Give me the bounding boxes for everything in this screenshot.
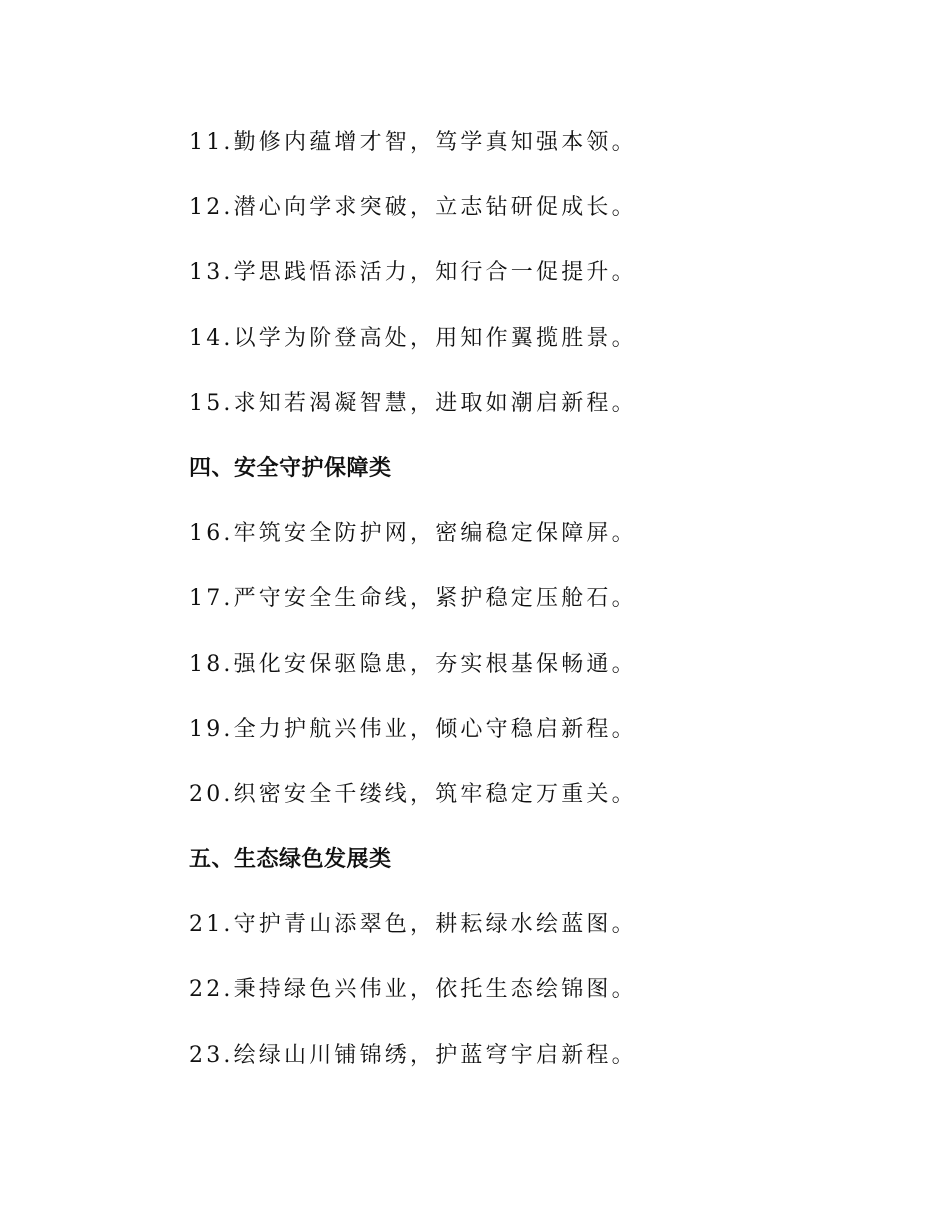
slogan-17: 17.严守安全生命线，紧护稳定压舱石。 [189,586,637,612]
document-body [189,120,889,1098]
slogan-23: 23.绘绿山川铺锦绣，护蓝穹宇启新程。 [189,1042,637,1068]
slogan-20: 20.织密安全千缕线，筑牢稳定万重关。 [189,781,637,807]
slogan-16: 16.牢筑安全防护网，密编稳定保障屏。 [189,521,637,547]
slogan-22: 22.秉持绿色兴伟业，依托生态绘锦图。 [189,977,637,1003]
slogan-11: 11.勤修内蕴增才智，笃学真知强本领。 [189,130,637,155]
slogan-19: 19.全力护航兴伟业，倾心守稳启新程。 [189,716,637,742]
section-heading-safety: 四、安全守护保障类 [189,455,392,481]
slogan-14: 14.以学为阶登高处，用知作翼揽胜景。 [189,325,637,351]
slogan-15: 15.求知若渴凝智慧，进取如潮启新程。 [189,390,637,416]
slogan-13: 13.学思践悟添活力，知行合一促提升。 [189,260,637,286]
slogan-21: 21.守护青山添翠色，耕耘绿水绘蓝图。 [189,912,637,938]
slogan-18: 18.强化安保驱隐患，夯实根基保畅通。 [189,651,637,677]
section-heading-ecology: 五、生态绿色发展类 [189,847,392,873]
slogan-12: 12.潜心向学求突破，立志钻研促成长。 [189,195,637,221]
